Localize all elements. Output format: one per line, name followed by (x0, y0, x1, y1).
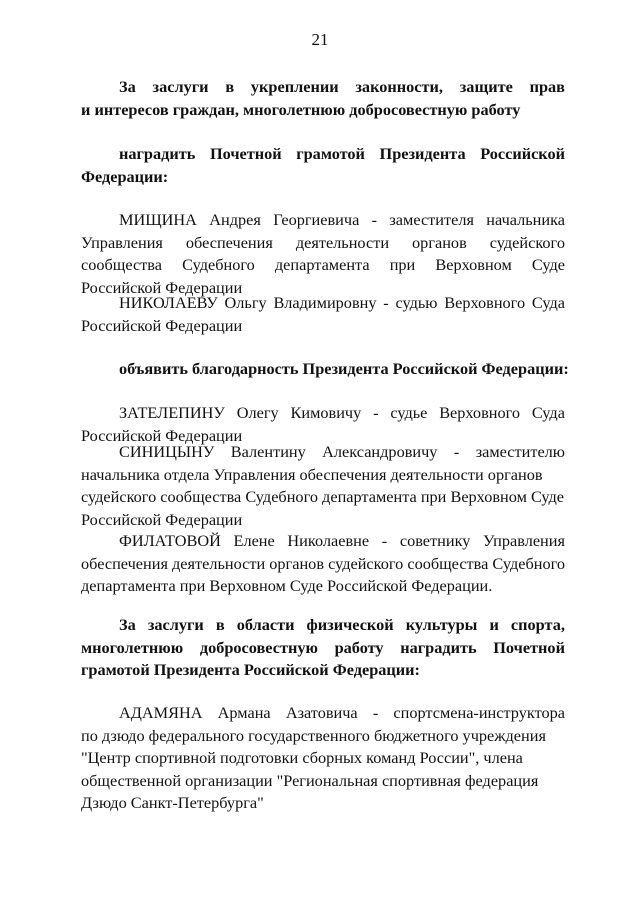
text-line: грамотой Президента Российской Федерации: (81, 660, 420, 679)
text-line: департамента при Верховном Суде Российской Федерации. (81, 576, 493, 595)
text-line: Федерации: (81, 166, 169, 186)
word: заместителю (475, 442, 565, 461)
word: Верховного (444, 293, 526, 312)
gratitude-heading (81, 358, 569, 381)
word: За (119, 615, 136, 634)
text-line: общественной организации "Региональная спортивная федерация (81, 770, 539, 790)
word: Валентину (230, 442, 306, 461)
person-adamyan (81, 702, 565, 815)
word: судье (390, 403, 428, 422)
word: Президента (379, 144, 466, 163)
word: За (119, 77, 136, 96)
word: в (215, 615, 225, 634)
award-heading (81, 143, 565, 188)
word: Почетной (493, 637, 565, 657)
text-line: по дзюдо федерального государственного бюджетного учреждения (81, 725, 546, 745)
word: - (383, 293, 389, 312)
text-line (81, 209, 565, 232)
word: области (236, 615, 295, 634)
word: Владимировну (273, 293, 377, 312)
word: НИКОЛАЕВУ (119, 293, 218, 312)
text-line: обеспечения деятельности органов судейского сообщества Судебного (81, 553, 566, 573)
word: Суда (531, 403, 565, 422)
word: обеспечения (185, 232, 273, 252)
text-line: Дзюдо Санкт-Петербурга" (81, 793, 264, 812)
text-line: Российской Федерации (81, 277, 243, 297)
text-line: Российской Федерации (81, 509, 243, 529)
word: Суда (531, 293, 565, 312)
word: наградить (400, 637, 477, 657)
word: и (489, 615, 499, 634)
text-line: начальника отдела Управления обеспечения деятельности органов (81, 464, 543, 484)
text-line: Российской Федерации (81, 315, 243, 335)
person-sinitsyn (81, 441, 565, 531)
word: Елене (233, 531, 275, 550)
person-filatova (81, 530, 565, 598)
word: культуры (405, 615, 478, 634)
text-line (81, 637, 565, 660)
text-line (81, 76, 565, 99)
text-line (81, 614, 565, 637)
word: Ольгу (224, 293, 267, 312)
word: спорта, (510, 615, 565, 634)
word: заслуги (152, 77, 209, 96)
word: Азатовича (285, 703, 358, 722)
word: Олегу (236, 403, 279, 422)
word: ФИЛАТОВОЙ (119, 531, 221, 550)
word: заслуги (147, 615, 204, 634)
word: в (225, 77, 235, 96)
word: деятельности (295, 232, 390, 252)
text-line (81, 702, 565, 725)
word: Андрея (209, 210, 261, 229)
word: физической (306, 615, 394, 634)
word: МИЩИНА (119, 210, 197, 229)
word: ЗАТЕЛЕПИНУ (119, 403, 225, 422)
text-line: судейского сообщества Судебного департамента при Верховном Суде (81, 487, 565, 506)
text-line: и интересов граждан, многолетнюю добросовестную работу (81, 99, 521, 119)
word: работу (334, 637, 384, 657)
word: судейского (489, 232, 565, 252)
word: начальника (486, 210, 565, 229)
word: прав (529, 77, 565, 96)
person-mishchin (81, 209, 565, 299)
word: советнику (399, 531, 471, 550)
text-line (81, 441, 565, 464)
word: Суде (531, 255, 565, 274)
text-line (81, 254, 565, 277)
text-line: Российской Федерации (81, 425, 243, 445)
word: спортсмена-инструктора (393, 703, 565, 722)
word: Верховного (439, 403, 521, 422)
page-number: 21 (311, 30, 329, 49)
word: укреплении (250, 77, 339, 96)
word: при (389, 255, 416, 274)
word: Кимовичу (290, 403, 362, 422)
word: Судебного (182, 255, 255, 274)
word: СИНИЦЫНУ (119, 442, 215, 461)
word: заместителя (389, 210, 474, 229)
word: наградить (119, 144, 196, 163)
text-line (81, 402, 565, 425)
word: многолетнюю (81, 637, 184, 657)
word: Верховном (435, 255, 512, 274)
word: Александровичу (322, 442, 438, 461)
word: защите (459, 77, 513, 96)
word: Управления (81, 232, 163, 252)
gratitude-heading-text: объявить благодарность Президента Российской Федерации: (119, 359, 569, 378)
word: Российской (480, 144, 565, 163)
word: сообщества (81, 255, 163, 274)
section2-heading (81, 614, 565, 682)
word: Николаевне (287, 531, 370, 550)
text-line (81, 232, 565, 255)
word: Управления (483, 531, 565, 550)
text-line (81, 143, 565, 166)
word: Армана (217, 703, 271, 722)
section1-heading (81, 76, 565, 121)
word: органов (412, 232, 467, 252)
word: Георгиевича (273, 210, 360, 229)
word: грамотой (296, 144, 365, 163)
word: Почетной (209, 144, 282, 163)
word: - (372, 703, 379, 722)
word: добросовестную (199, 637, 318, 657)
text-line (81, 530, 565, 553)
word: - (381, 531, 388, 550)
word: АДАМЯНА (119, 703, 203, 722)
word: - (453, 442, 460, 461)
text-line: "Центр спортивной подготовки сборных команд России", члена (81, 748, 523, 767)
word: - (373, 403, 379, 422)
word: - (371, 210, 378, 229)
text-line (81, 292, 565, 315)
word: департамента (274, 255, 370, 274)
word: законности, (355, 77, 443, 96)
person-nikolaeva (81, 292, 565, 337)
word: судью (395, 293, 438, 312)
